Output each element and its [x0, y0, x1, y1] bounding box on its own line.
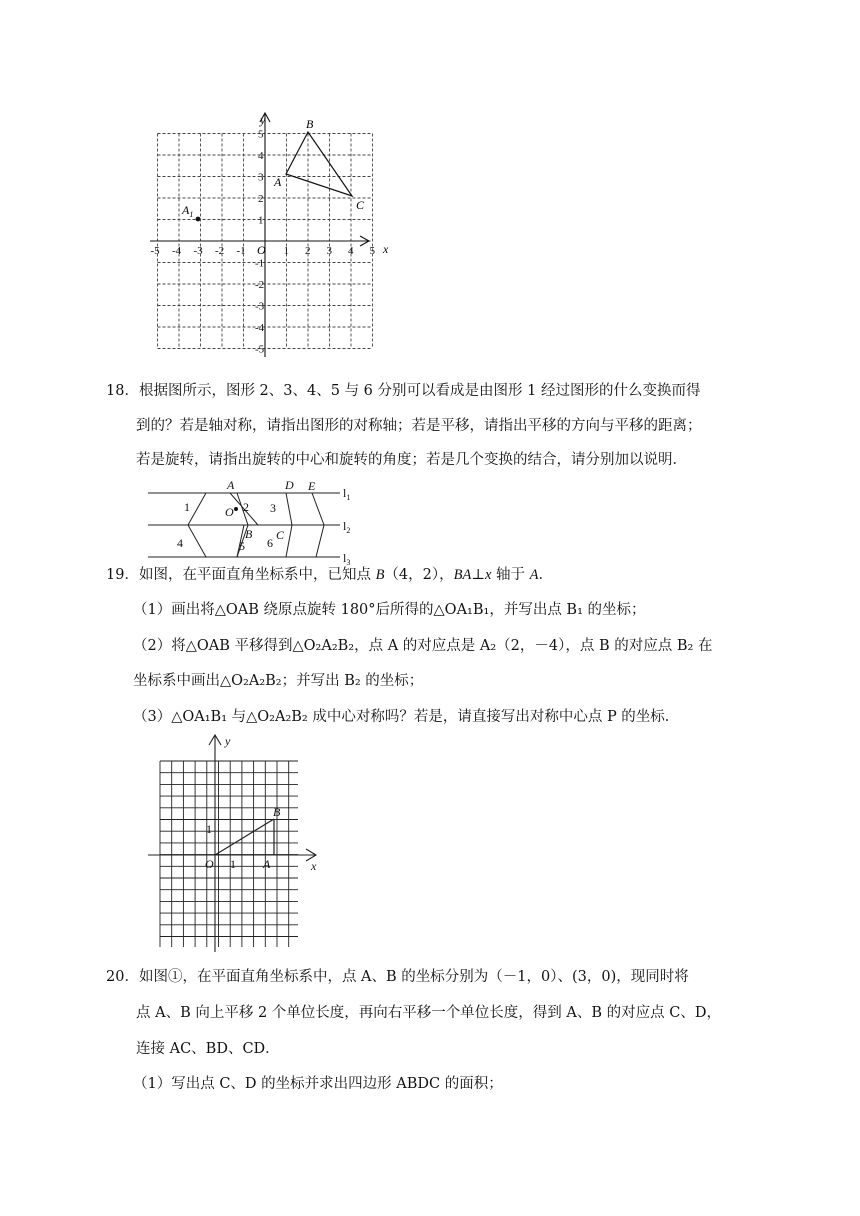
point-d-label: D: [285, 478, 294, 492]
q20-line-2: 点 A、B 向上平移 2 个单位长度，再向右平移一个单位长度，得到 A、B 的对应点 C、D，: [136, 1005, 721, 1021]
shape-3-label: 3: [270, 501, 276, 515]
q19-part-2b: 坐标系中画出△O₂A₂B₂；并写出 B₂ 的坐标；: [133, 673, 424, 689]
shape-4-label: 4: [177, 536, 183, 550]
y-axis-label: y: [260, 113, 266, 127]
q19-number: 19．: [106, 567, 139, 583]
q19-part-2a: （2）将△OAB 平移得到△O₂A₂B₂，点 A 的对应点是 A₂（2，－4），点 B 的对应点 B₂ 在: [133, 638, 713, 654]
shape-1-label: 1: [184, 500, 190, 514]
point-o-label: O: [225, 505, 234, 519]
x-axis-label: x: [383, 242, 389, 256]
point-a-label: A: [263, 857, 271, 871]
x-unit-label: 1: [230, 857, 236, 871]
q20-part-1: （1）写出点 C、D 的坐标并求出四边形 ABDC 的面积；: [133, 1076, 503, 1092]
q19-part-1: （1）画出将△OAB 绕原点旋转 180°后所得的△OA₁B₁，并写出点 B₁ 的坐标；: [133, 602, 646, 618]
q20-number: 20．: [106, 969, 139, 985]
x-tick-label: 3: [326, 245, 332, 257]
y-tick-label: 3: [258, 171, 264, 184]
y-tick-label: -5: [255, 343, 265, 356]
point-o: [234, 507, 238, 511]
x-tick-label: 4: [348, 245, 354, 257]
q20-line-3: 连接 AC、BD、CD．: [136, 1041, 280, 1057]
q18-line-2: 到的？若是轴对称，请指出图形的对称轴；若是平移，请指出平移的方向与平移的距离；: [136, 418, 702, 434]
coordinate-grid-figure-3: [148, 732, 328, 954]
y-tick-label: -4: [255, 322, 265, 334]
x-tick-label: -3: [193, 245, 203, 257]
q19-part-3: （3）△OA₁B₁ 与△O₂A₂B₂ 成中心对称吗？若是，请直接写出对称中心点 P 的坐标．: [133, 709, 680, 725]
point-a1: [196, 217, 201, 222]
q18-number: 18．: [106, 383, 139, 399]
point-b-label: B: [245, 527, 253, 541]
shape-5-label: 5: [239, 539, 245, 553]
x-tick-label: -4: [172, 245, 182, 257]
y-tick-label: -1: [255, 257, 265, 270]
x-tick-label: -1: [236, 245, 246, 257]
origin-label: O: [257, 243, 266, 257]
shape-6-label: 6: [267, 536, 273, 550]
line-l2-label: $l_2$: [343, 519, 351, 535]
y-tick-label: 1: [258, 214, 264, 227]
y-tick-label: 2: [258, 193, 264, 205]
parallel-lines-figure-2: [148, 474, 354, 566]
y-tick-label: 5: [258, 128, 264, 141]
q20-line-1: 20．如图①，在平面直角坐标系中，点 A、B 的坐标分别为（－1，0）、(3，0)，现同时将: [106, 969, 689, 985]
line-l3-label: $l_3$: [343, 551, 351, 567]
x-tick-label: 5: [369, 245, 375, 257]
triangle-abc: [286, 132, 352, 196]
y-tick-label: 4: [258, 150, 264, 162]
x-tick-label: 1: [283, 245, 289, 257]
point-a-label: A: [274, 175, 282, 189]
point-a1-label: $A_1$: [182, 203, 194, 219]
y-tick-label: -2: [255, 279, 265, 291]
q19-intro: 19．如图，在平面直角坐标系中，已知点 B（4，2），BA⊥x 轴于 A．: [106, 567, 553, 583]
point-c-label: C: [356, 198, 365, 212]
line-l1-label: $l_1$: [343, 486, 351, 502]
origin-label: O: [205, 857, 214, 871]
point-e-label: E: [308, 479, 316, 493]
q18-line-1: 18．根据图所示，图形 2、3、4、5 与 6 分别可以看成是由图形 1 经过图形的什么变换而得: [106, 383, 701, 399]
x-tick-label: 2: [305, 245, 311, 257]
x-tick-label: -2: [215, 245, 225, 257]
y-unit-label: 1: [206, 822, 212, 836]
x-tick-label: -5: [150, 245, 160, 257]
point-b-label: B: [306, 117, 314, 131]
x-axis-label: x: [311, 859, 317, 873]
point-c-label: C: [276, 528, 285, 542]
shape-2-label: 2: [243, 500, 249, 514]
point-a-label: A: [227, 478, 235, 492]
point-b-label: B: [273, 805, 281, 819]
q18-line-3: 若是旋转，请指出旋转的中心和旋转的角度；若是几个变换的结合，请分别加以说明．: [136, 452, 687, 468]
coordinate-grid-figure-1: [140, 110, 389, 360]
y-tick-label: -3: [255, 300, 265, 313]
y-axis-label: y: [225, 734, 231, 748]
